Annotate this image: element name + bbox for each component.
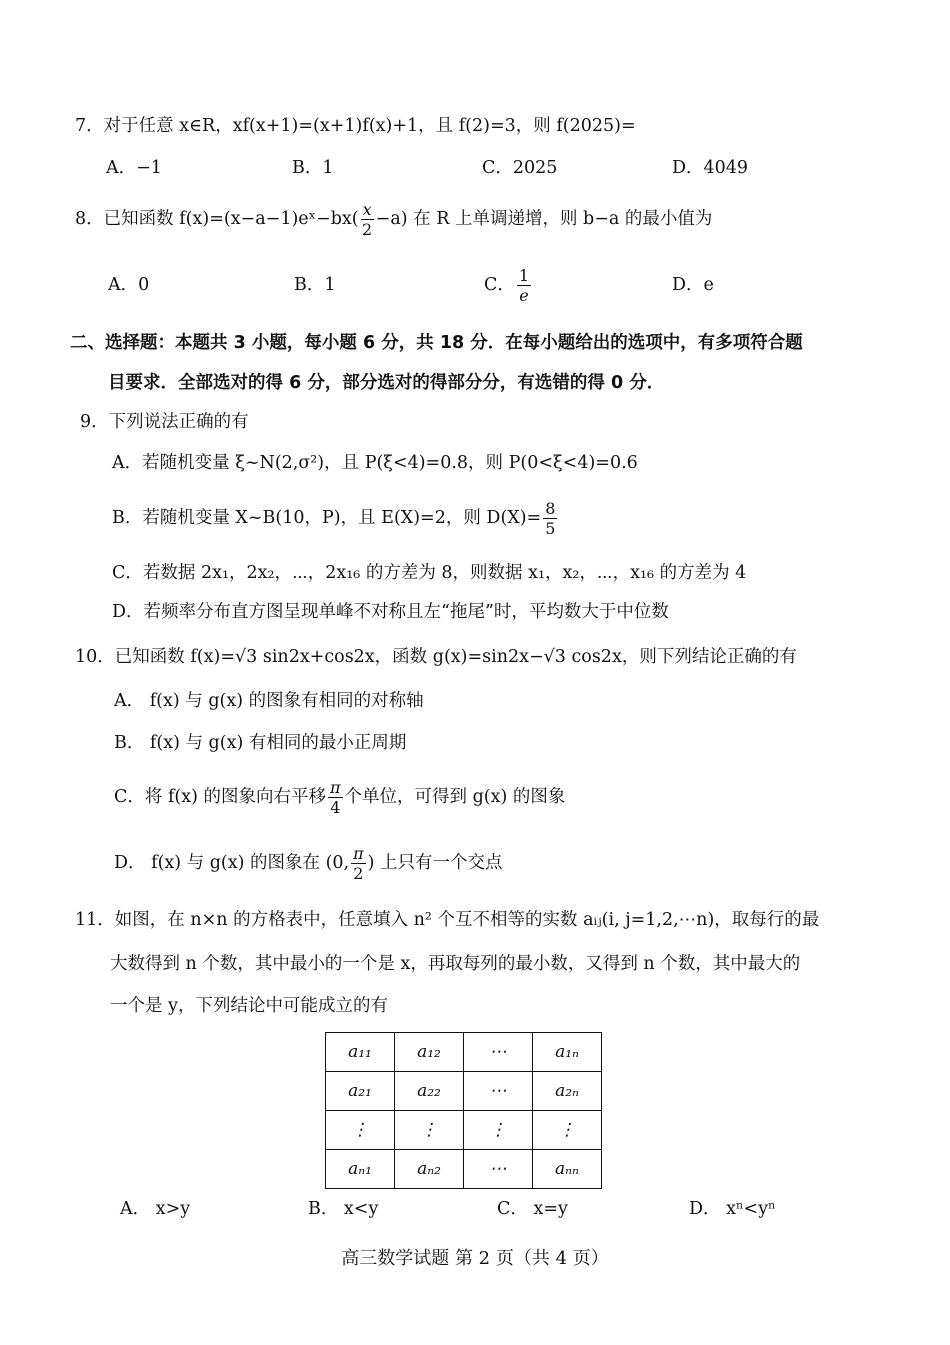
q8-stem [75, 198, 712, 240]
q9-b-den: 5 [545, 519, 556, 538]
q8-frac-num: x [362, 200, 372, 219]
q8-option-b: B．1 [294, 275, 336, 295]
q8-c-den: e [519, 286, 529, 305]
q10-option-d-fraction [351, 844, 366, 883]
table-cell: aₙ₁ [326, 1150, 395, 1189]
q8-option-c-label: C． [484, 275, 515, 295]
q8-option-a: A．0 [108, 275, 150, 295]
q8-option-c [484, 262, 533, 308]
q11-line2: 大数得到 n 个数，其中最小的一个是 x，再取每列的最小数，又得到 n 个数，其中最大的 [110, 954, 801, 974]
table-cell: ⋯ [464, 1033, 533, 1072]
matrix-table [325, 1032, 602, 1189]
q9-option-c: C．若数据 2x₁，2x₂，⋯，2x₁₆ 的方差为 8，则数据 x₁，x₂，⋯，x₁₆ 的方差为 4 [112, 563, 747, 583]
table-row [326, 1111, 602, 1150]
q10-c-den: 4 [330, 798, 341, 817]
q7-option-c: C．2025 [482, 158, 558, 178]
q10-option-d-pre: D． f(x) 与 g(x) 的图象在 (0, [114, 853, 350, 873]
table-cell: a₁₂ [395, 1033, 464, 1072]
table-cell: a₂₁ [326, 1072, 395, 1111]
q10-option-c-pre: C．将 f(x) 的图象向右平移 [114, 787, 327, 807]
q10-d-num: π [353, 844, 364, 863]
q9-option-a: A．若随机变量 ξ~N(2,σ²)，且 P(ξ<4)=0.8，则 P(0<ξ<4)=0.6 [112, 453, 638, 473]
q11-option-b: B． x<y [308, 1199, 379, 1219]
q7-stem: 7．对于任意 x∈R，xf(x+1)=(x+1)f(x)+1，且 f(2)=3，则 f(2025)= [75, 116, 636, 136]
table-cell: a₂ₙ [533, 1072, 602, 1111]
table-cell: aₙₙ [533, 1150, 602, 1189]
q8-option-c-fraction [517, 266, 531, 305]
q8-stem-b: −a) 在 R 上单调递增，则 b−a 的最小值为 [375, 209, 713, 229]
q10-option-d-post: ) 上只有一个交点 [367, 853, 503, 873]
q8-c-num: 1 [518, 266, 530, 285]
section2-line1: 二、选择题：本题共 3 小题，每小题 6 分，共 18 分．在每小题给出的选项中，有多项符合题 [70, 333, 803, 353]
q11-option-a: A． x>y [120, 1199, 191, 1219]
q8-stem-fraction [361, 200, 374, 239]
q9-option-b [112, 497, 559, 539]
q8-stem-a: 8．已知函数 f(x)=(x−a−1)eˣ−bx( [75, 209, 359, 229]
table-cell: a₁₁ [326, 1033, 395, 1072]
table-row [326, 1072, 602, 1111]
table-cell: a₂₂ [395, 1072, 464, 1111]
q10-c-num: π [330, 778, 341, 797]
q11-line3: 一个是 y，下列结论中可能成立的有 [110, 996, 388, 1016]
q9-option-b-text: B．若随机变量 X~B(10，P)，且 E(X)=2，则 D(X)= [112, 508, 542, 528]
q11-option-d: D． xⁿ<yⁿ [689, 1199, 776, 1219]
table-cell: a₁ₙ [533, 1033, 602, 1072]
q9-option-b-fraction [543, 499, 557, 538]
q7-option-d: D．4049 [672, 158, 749, 178]
q7-option-a: A．−1 [106, 158, 162, 178]
page-footer: 高三数学试题 第 2 页（共 4 页） [341, 1248, 609, 1269]
q10-option-d [114, 842, 503, 884]
q8-option-d: D．e [672, 275, 714, 295]
q10-option-c-post: 个单位，可得到 g(x) 的图象 [344, 787, 566, 807]
table-row [326, 1150, 602, 1189]
table-cell: aₙ₂ [395, 1150, 464, 1189]
q11-line1: 11．如图，在 n×n 的方格表中，任意填入 n² 个互不相等的实数 aᵢⱼ(i, j=1,2,⋯n)，取每行的最 [75, 910, 820, 930]
q9-stem: 9．下列说法正确的有 [80, 412, 249, 432]
section2-line2: 目要求．全部选对的得 6 分，部分选对的得部分分，有选错的得 0 分． [108, 373, 665, 393]
q9-option-d: D．若频率分布直方图呈现单峰不对称且左“拖尾”时，平均数大于中位数 [112, 602, 669, 622]
table-cell: ⋯ [464, 1150, 533, 1189]
table-cell: ⋮ [395, 1111, 464, 1150]
q11-option-c: C． x=y [497, 1199, 568, 1219]
table-cell: ⋮ [533, 1111, 602, 1150]
table-row [326, 1033, 602, 1072]
q10-stem: 10．已知函数 f(x)=√3 sin2x+cos2x，函数 g(x)=sin2x−√3 cos2x，则下列结论正确的有 [75, 647, 797, 667]
q9-b-num: 8 [545, 499, 556, 518]
q7-option-b: B．1 [292, 158, 334, 178]
q10-d-den: 2 [353, 864, 364, 883]
q10-option-c [114, 776, 565, 818]
table-cell: ⋮ [326, 1111, 395, 1150]
table-cell: ⋮ [464, 1111, 533, 1150]
table-cell: ⋯ [464, 1072, 533, 1111]
q10-option-c-fraction [328, 778, 343, 817]
q8-frac-den: 2 [362, 220, 373, 239]
q10-option-b: B． f(x) 与 g(x) 有相同的最小正周期 [114, 733, 407, 753]
q10-option-a: A． f(x) 与 g(x) 的图象有相同的对称轴 [114, 691, 424, 711]
